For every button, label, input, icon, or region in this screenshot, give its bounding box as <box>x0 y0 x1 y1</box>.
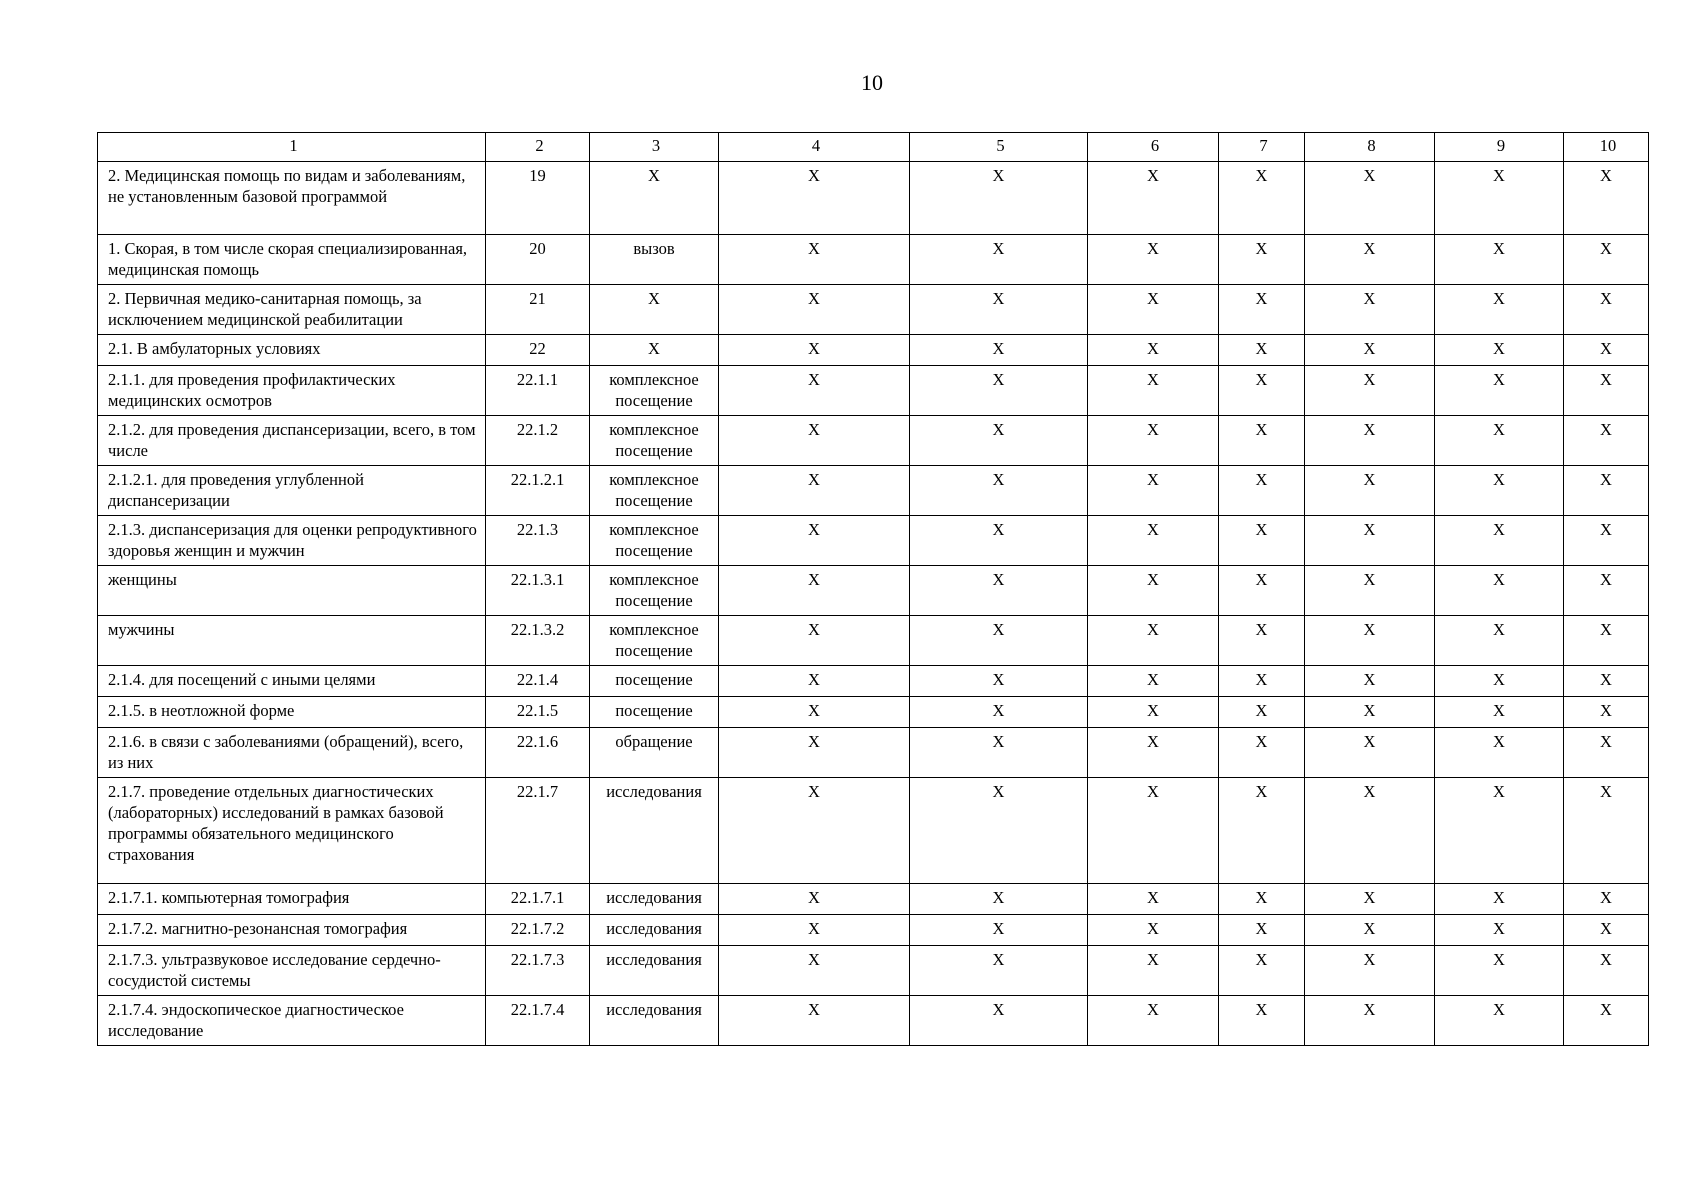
row-value-cell: Х <box>719 162 910 235</box>
table-row <box>98 728 1649 778</box>
row-value-cell: Х <box>1564 235 1649 285</box>
row-value-cell: Х <box>1435 285 1564 335</box>
row-value-cell: Х <box>1564 666 1649 697</box>
row-value-cell: Х <box>1564 366 1649 416</box>
row-value-cell: Х <box>1305 778 1435 884</box>
row-value-cell: Х <box>1088 946 1219 996</box>
row-value-cell: Х <box>1219 697 1305 728</box>
table-row <box>98 666 1649 697</box>
row-unit-cell: комплексное посещение <box>590 516 719 566</box>
row-code-cell: 22.1.2 <box>486 416 590 466</box>
row-value-cell: Х <box>719 666 910 697</box>
row-value-cell: Х <box>1088 778 1219 884</box>
row-name-cell: 2.1.7. проведение отдельных диагностических (лабораторных) исследований в рамках базовой программы обязательного медицинского страхования <box>98 778 486 884</box>
row-unit-cell: Х <box>590 285 719 335</box>
row-value-cell: Х <box>1305 516 1435 566</box>
row-value-cell: Х <box>1088 516 1219 566</box>
row-value-cell: Х <box>1305 697 1435 728</box>
header-cell: 5 <box>910 133 1088 162</box>
table-row <box>98 915 1649 946</box>
header-row <box>98 133 1649 162</box>
row-value-cell: Х <box>1305 884 1435 915</box>
row-value-cell: Х <box>910 466 1088 516</box>
row-value-cell: Х <box>1219 466 1305 516</box>
row-code-cell: 22.1.4 <box>486 666 590 697</box>
row-value-cell: Х <box>719 335 910 366</box>
row-value-cell: Х <box>719 235 910 285</box>
row-name-cell: 2. Медицинская помощь по видам и заболеваниям, не установленным базовой программой <box>98 162 486 235</box>
table-row <box>98 516 1649 566</box>
row-value-cell: Х <box>1305 996 1435 1046</box>
row-name-cell: женщины <box>98 566 486 616</box>
row-unit-cell: исследования <box>590 996 719 1046</box>
row-value-cell: Х <box>719 915 910 946</box>
header-cell: 6 <box>1088 133 1219 162</box>
row-value-cell: Х <box>910 915 1088 946</box>
row-value-cell: Х <box>1435 697 1564 728</box>
row-code-cell: 22.1.7.4 <box>486 996 590 1046</box>
row-value-cell: Х <box>719 697 910 728</box>
row-value-cell: Х <box>1305 728 1435 778</box>
table-row <box>98 946 1649 996</box>
row-value-cell: Х <box>1219 566 1305 616</box>
header-cell: 7 <box>1219 133 1305 162</box>
row-value-cell: Х <box>719 516 910 566</box>
row-value-cell: Х <box>1219 162 1305 235</box>
row-code-cell: 21 <box>486 285 590 335</box>
row-value-cell: Х <box>1088 416 1219 466</box>
page-number: 10 <box>861 70 883 95</box>
table-row <box>98 416 1649 466</box>
row-unit-cell: комплексное посещение <box>590 366 719 416</box>
table-row <box>98 616 1649 666</box>
row-unit-cell: исследования <box>590 946 719 996</box>
row-value-cell: Х <box>1219 285 1305 335</box>
row-value-cell: Х <box>1435 235 1564 285</box>
row-value-cell: Х <box>910 616 1088 666</box>
table-row <box>98 235 1649 285</box>
table-row <box>98 335 1649 366</box>
row-value-cell: Х <box>1564 285 1649 335</box>
row-value-cell: Х <box>1088 566 1219 616</box>
row-value-cell: Х <box>910 697 1088 728</box>
row-value-cell: Х <box>1435 946 1564 996</box>
header-cell: 8 <box>1305 133 1435 162</box>
row-value-cell: Х <box>1435 162 1564 235</box>
row-unit-cell: комплексное посещение <box>590 616 719 666</box>
row-value-cell: Х <box>1088 666 1219 697</box>
row-value-cell: Х <box>1219 335 1305 366</box>
row-value-cell: Х <box>910 778 1088 884</box>
row-name-cell: 2.1. В амбулаторных условиях <box>98 335 486 366</box>
row-name-cell: 2.1.1. для проведения профилактических медицинских осмотров <box>98 366 486 416</box>
row-value-cell: Х <box>1435 416 1564 466</box>
row-value-cell: Х <box>910 335 1088 366</box>
row-value-cell: Х <box>1435 566 1564 616</box>
row-value-cell: Х <box>1305 915 1435 946</box>
row-value-cell: Х <box>910 366 1088 416</box>
row-value-cell: Х <box>1219 884 1305 915</box>
row-value-cell: Х <box>910 884 1088 915</box>
row-name-cell: 2.1.7.4. эндоскопическое диагностическое исследование <box>98 996 486 1046</box>
header-cell: 1 <box>98 133 486 162</box>
row-value-cell: Х <box>1219 996 1305 1046</box>
row-unit-cell: комплексное посещение <box>590 466 719 516</box>
row-code-cell: 22.1.3 <box>486 516 590 566</box>
row-name-cell: 2.1.2. для проведения диспансеризации, всего, в том числе <box>98 416 486 466</box>
row-value-cell: Х <box>1219 666 1305 697</box>
row-name-cell: 2.1.4. для посещений с иными целями <box>98 666 486 697</box>
row-value-cell: Х <box>719 466 910 516</box>
row-value-cell: Х <box>1435 366 1564 416</box>
row-value-cell: Х <box>1219 946 1305 996</box>
row-code-cell: 22.1.3.1 <box>486 566 590 616</box>
row-value-cell: Х <box>1088 285 1219 335</box>
row-value-cell: Х <box>719 778 910 884</box>
row-value-cell: Х <box>1564 162 1649 235</box>
row-value-cell: Х <box>1305 285 1435 335</box>
data-table <box>97 132 1649 1046</box>
row-value-cell: Х <box>1088 616 1219 666</box>
row-name-cell: 1. Скорая, в том числе скорая специализированная, медицинская помощь <box>98 235 486 285</box>
row-value-cell: Х <box>1088 235 1219 285</box>
row-unit-cell: исследования <box>590 915 719 946</box>
row-value-cell: Х <box>1305 666 1435 697</box>
row-name-cell: мужчины <box>98 616 486 666</box>
row-value-cell: Х <box>1435 996 1564 1046</box>
table-row <box>98 566 1649 616</box>
row-value-cell: Х <box>1088 162 1219 235</box>
table-row <box>98 996 1649 1046</box>
row-value-cell: Х <box>1219 366 1305 416</box>
row-code-cell: 22.1.6 <box>486 728 590 778</box>
row-value-cell: Х <box>1219 416 1305 466</box>
row-value-cell: Х <box>1564 778 1649 884</box>
row-unit-cell: обращение <box>590 728 719 778</box>
row-value-cell: Х <box>1564 697 1649 728</box>
row-value-cell: Х <box>1305 416 1435 466</box>
row-name-cell: 2.1.7.1. компьютерная томография <box>98 884 486 915</box>
row-name-cell: 2.1.6. в связи с заболеваниями (обращений), всего, из них <box>98 728 486 778</box>
row-value-cell: Х <box>1435 778 1564 884</box>
row-value-cell: Х <box>719 366 910 416</box>
row-code-cell: 22.1.7.3 <box>486 946 590 996</box>
table-row <box>98 162 1649 235</box>
row-value-cell: Х <box>1305 616 1435 666</box>
row-value-cell: Х <box>910 235 1088 285</box>
row-value-cell: Х <box>1564 915 1649 946</box>
row-name-cell: 2.1.7.3. ультразвуковое исследование сердечно-сосудистой системы <box>98 946 486 996</box>
row-name-cell: 2. Первичная медико-санитарная помощь, за исключением медицинской реабилитации <box>98 285 486 335</box>
row-value-cell: Х <box>910 162 1088 235</box>
row-code-cell: 22.1.1 <box>486 366 590 416</box>
row-value-cell: Х <box>1564 946 1649 996</box>
row-unit-cell: Х <box>590 335 719 366</box>
row-code-cell: 22.1.3.2 <box>486 616 590 666</box>
row-value-cell: Х <box>1219 516 1305 566</box>
table-row <box>98 697 1649 728</box>
row-value-cell: Х <box>1435 884 1564 915</box>
row-code-cell: 22.1.7.1 <box>486 884 590 915</box>
row-unit-cell: посещение <box>590 697 719 728</box>
row-value-cell: Х <box>1435 616 1564 666</box>
row-value-cell: Х <box>1564 466 1649 516</box>
row-value-cell: Х <box>910 416 1088 466</box>
row-unit-cell: исследования <box>590 884 719 915</box>
row-value-cell: Х <box>719 884 910 915</box>
row-value-cell: Х <box>910 996 1088 1046</box>
row-code-cell: 22.1.7 <box>486 778 590 884</box>
table-row <box>98 366 1649 416</box>
header-cell: 4 <box>719 133 910 162</box>
row-value-cell: Х <box>1088 366 1219 416</box>
row-name-cell: 2.1.7.2. магнитно-резонансная томография <box>98 915 486 946</box>
table-row <box>98 466 1649 516</box>
row-value-cell: Х <box>1564 335 1649 366</box>
row-code-cell: 22.1.2.1 <box>486 466 590 516</box>
row-unit-cell: вызов <box>590 235 719 285</box>
row-value-cell: Х <box>1435 466 1564 516</box>
row-unit-cell: посещение <box>590 666 719 697</box>
row-value-cell: Х <box>1564 416 1649 466</box>
row-name-cell: 2.1.5. в неотложной форме <box>98 697 486 728</box>
row-value-cell: Х <box>719 616 910 666</box>
row-value-cell: Х <box>1305 235 1435 285</box>
row-value-cell: Х <box>1564 566 1649 616</box>
row-value-cell: Х <box>1564 728 1649 778</box>
header-cell: 3 <box>590 133 719 162</box>
row-value-cell: Х <box>1305 946 1435 996</box>
row-value-cell: Х <box>1219 616 1305 666</box>
table-row <box>98 778 1649 884</box>
row-value-cell: Х <box>1219 235 1305 285</box>
row-value-cell: Х <box>910 946 1088 996</box>
row-value-cell: Х <box>1088 996 1219 1046</box>
row-value-cell: Х <box>910 285 1088 335</box>
row-value-cell: Х <box>1088 466 1219 516</box>
row-value-cell: Х <box>1305 466 1435 516</box>
row-value-cell: Х <box>719 416 910 466</box>
row-value-cell: Х <box>719 285 910 335</box>
row-value-cell: Х <box>1219 915 1305 946</box>
row-value-cell: Х <box>1564 616 1649 666</box>
row-unit-cell: исследования <box>590 778 719 884</box>
row-value-cell: Х <box>910 728 1088 778</box>
row-unit-cell: комплексное посещение <box>590 416 719 466</box>
row-value-cell: Х <box>1305 162 1435 235</box>
row-value-cell: Х <box>1088 335 1219 366</box>
row-value-cell: Х <box>1088 915 1219 946</box>
header-cell: 10 <box>1564 133 1649 162</box>
row-value-cell: Х <box>1564 996 1649 1046</box>
row-value-cell: Х <box>719 996 910 1046</box>
row-value-cell: Х <box>1088 697 1219 728</box>
row-unit-cell: комплексное посещение <box>590 566 719 616</box>
row-value-cell: Х <box>1435 915 1564 946</box>
row-code-cell: 22 <box>486 335 590 366</box>
row-value-cell: Х <box>1435 335 1564 366</box>
row-code-cell: 22.1.7.2 <box>486 915 590 946</box>
row-value-cell: Х <box>1088 884 1219 915</box>
row-code-cell: 20 <box>486 235 590 285</box>
row-value-cell: Х <box>1305 335 1435 366</box>
row-value-cell: Х <box>1305 566 1435 616</box>
row-value-cell: Х <box>1305 366 1435 416</box>
row-value-cell: Х <box>719 946 910 996</box>
row-value-cell: Х <box>1435 728 1564 778</box>
row-value-cell: Х <box>910 516 1088 566</box>
row-unit-cell: Х <box>590 162 719 235</box>
row-value-cell: Х <box>1564 516 1649 566</box>
row-name-cell: 2.1.3. диспансеризация для оценки репродуктивного здоровья женщин и мужчин <box>98 516 486 566</box>
table-row <box>98 285 1649 335</box>
row-value-cell: Х <box>1219 778 1305 884</box>
header-cell: 9 <box>1435 133 1564 162</box>
row-value-cell: Х <box>910 566 1088 616</box>
row-value-cell: Х <box>1435 666 1564 697</box>
table-row <box>98 884 1649 915</box>
row-value-cell: Х <box>1088 728 1219 778</box>
row-value-cell: Х <box>910 666 1088 697</box>
header-cell: 2 <box>486 133 590 162</box>
row-value-cell: Х <box>1219 728 1305 778</box>
row-code-cell: 19 <box>486 162 590 235</box>
row-value-cell: Х <box>719 566 910 616</box>
row-value-cell: Х <box>1564 884 1649 915</box>
row-value-cell: Х <box>719 728 910 778</box>
row-code-cell: 22.1.5 <box>486 697 590 728</box>
row-name-cell: 2.1.2.1. для проведения углубленной диспансеризации <box>98 466 486 516</box>
row-value-cell: Х <box>1435 516 1564 566</box>
